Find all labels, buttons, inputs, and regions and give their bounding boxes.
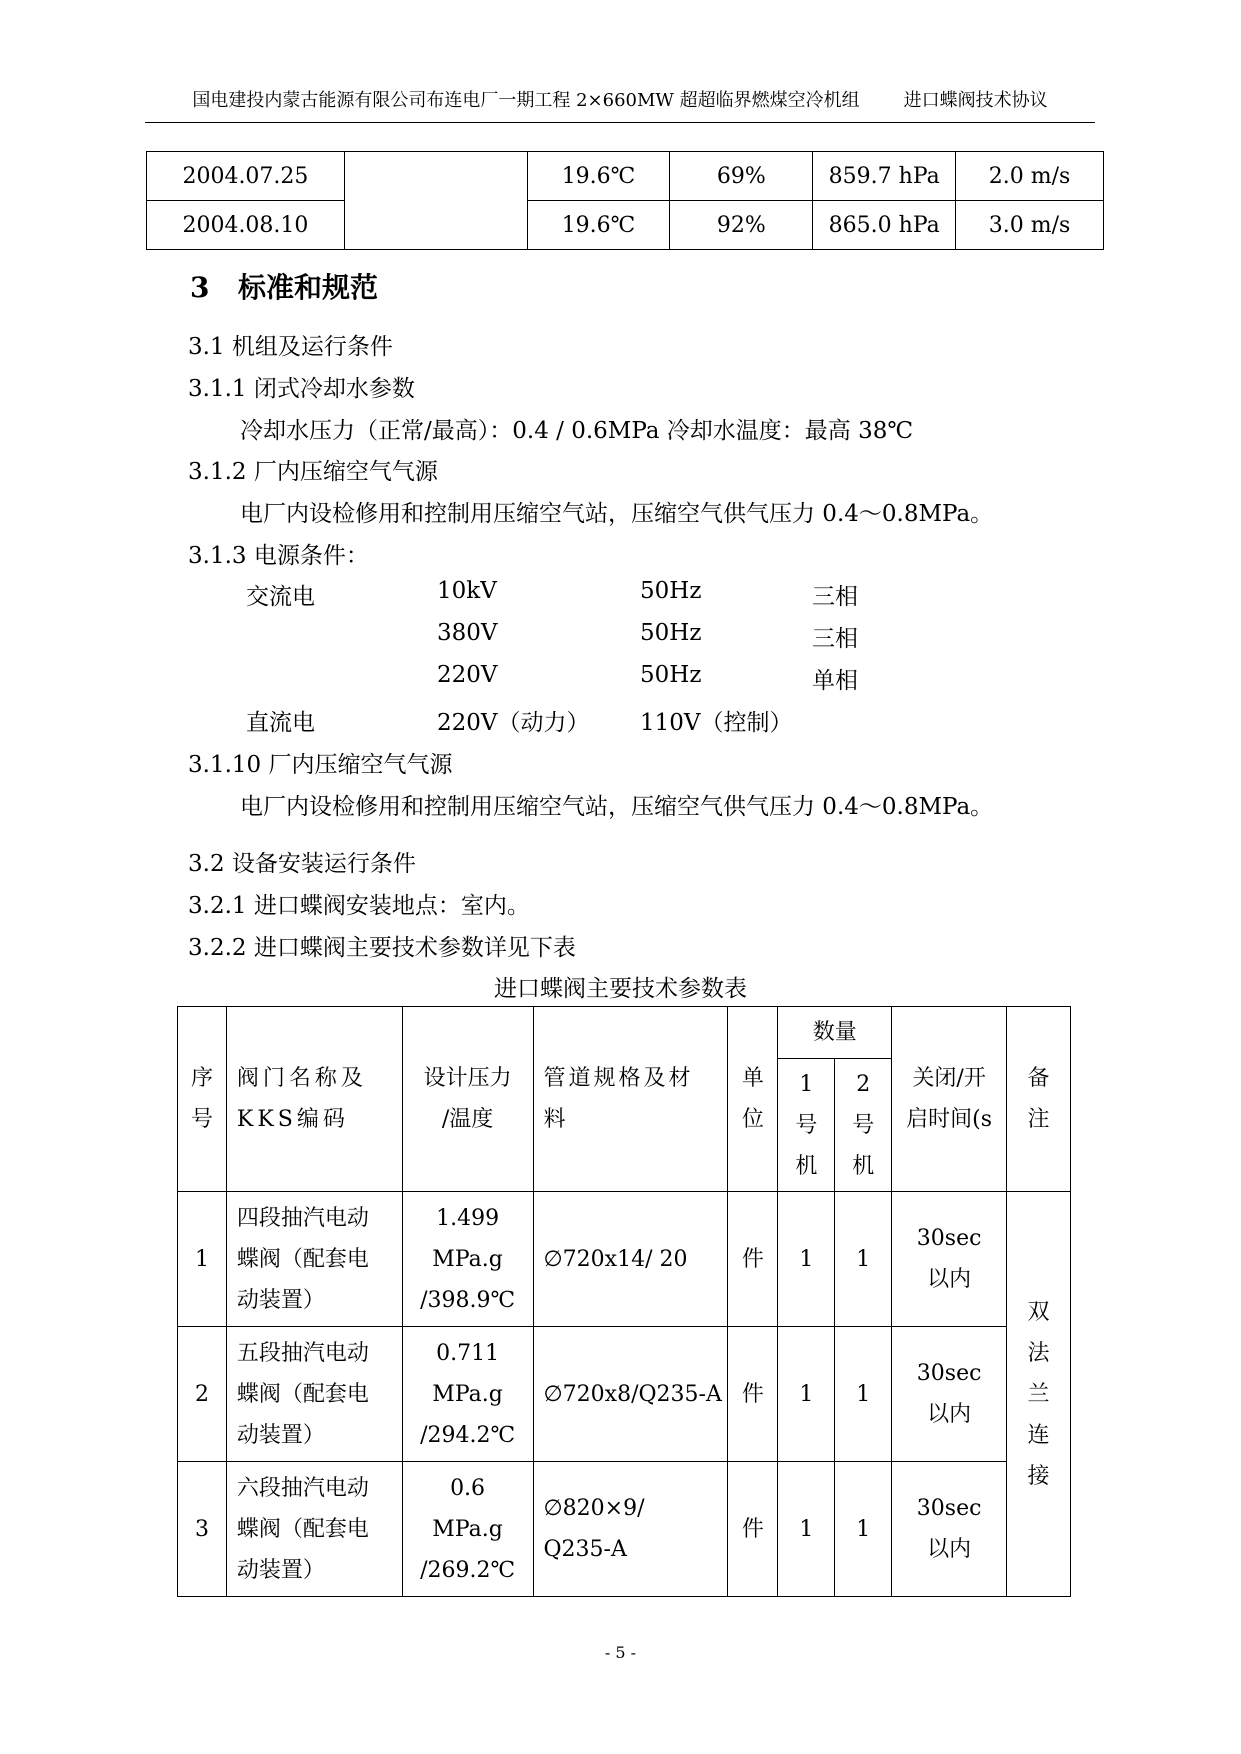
unit2-qty-cell: 1	[835, 1327, 892, 1462]
pressure-temp-cell: 0.6 MPa.g /269.2℃	[402, 1462, 533, 1597]
valve-params-table	[177, 1006, 1071, 1597]
section-heading	[190, 266, 378, 306]
table-row	[178, 1327, 1071, 1462]
time-cell: 30sec 以内	[892, 1327, 1007, 1462]
heading-3-2-2: 3.2.2 进口蝶阀主要技术参数详见下表	[188, 935, 576, 961]
power-voltage: 380V	[437, 620, 498, 646]
valve-name-cell: 四段抽汽电动 蝶阀（配套电 动装置）	[226, 1192, 402, 1327]
valve-name-cell: 六段抽汽电动 蝶阀（配套电 动装置）	[226, 1462, 402, 1597]
pressure-temp-cell: 1.499 MPa.g /398.9℃	[402, 1192, 533, 1327]
power-phase: 三相	[812, 626, 858, 652]
power-dc-label: 直流电	[246, 710, 315, 736]
col-seq-header: 序 号	[178, 1007, 227, 1192]
unit-cell: 件	[728, 1192, 778, 1327]
col-note-header: 备 注	[1007, 1007, 1071, 1192]
time-cell: 30sec 以内	[892, 1462, 1007, 1597]
section-number: 3	[190, 271, 210, 304]
blank-cell	[344, 152, 527, 250]
pipe-spec-cell: ∅820×9/ Q235-A	[533, 1462, 728, 1597]
page-header	[145, 86, 1095, 123]
header-doc-title: 进口蝶阀技术协议	[903, 90, 1048, 111]
compressed-air-text: 电厂内设检修用和控制用压缩空气站，压缩空气供气压力 0.4～0.8MPa。	[240, 501, 994, 527]
power-frequency: 50Hz	[640, 620, 702, 646]
col-unit2-header: 2 号 机	[835, 1059, 892, 1192]
page-number: - 5 -	[604, 1643, 637, 1662]
header-project: 国电建投内蒙古能源有限公司布连电厂一期工程 2×660MW 超超临界燃煤空冷机组	[192, 90, 860, 111]
humidity-cell: 92%	[670, 201, 813, 250]
compressed-air-text: 电厂内设检修用和控制用压缩空气站，压缩空气供气压力 0.4～0.8MPa。	[240, 794, 994, 820]
unit-cell: 件	[728, 1462, 778, 1597]
heading-3-2-1: 3.2.1 进口蝶阀安装地点：室内。	[188, 893, 530, 919]
heading-3-2: 3.2 设备安装运行条件	[188, 851, 416, 877]
col-pressure-header: 设计压力 /温度	[402, 1007, 533, 1192]
table-row	[147, 152, 1104, 201]
unit2-qty-cell: 1	[835, 1192, 892, 1327]
wind-cell: 3.0 m/s	[956, 201, 1104, 250]
unit1-qty-cell: 1	[778, 1462, 835, 1597]
temp-cell: 19.6℃	[527, 201, 670, 250]
table-header-row	[178, 1007, 1071, 1059]
heading-3-1-3: 3.1.3 电源条件：	[188, 543, 369, 569]
col-name-header: 阀门名称及 KKS编码	[226, 1007, 402, 1192]
unit-cell: 件	[728, 1327, 778, 1462]
unit2-qty-cell: 1	[835, 1462, 892, 1597]
section-title: 标准和规范	[238, 271, 379, 304]
note-cell: 双 法 兰 连 接	[1007, 1192, 1071, 1597]
heading-3-1: 3.1 机组及运行条件	[188, 334, 393, 360]
weather-table	[146, 151, 1104, 250]
table-caption: 进口蝶阀主要技术参数表	[494, 976, 747, 1002]
pipe-spec-cell: ∅720x14/ 20	[533, 1192, 728, 1327]
pressure-cell: 859.7 hPa	[813, 152, 956, 201]
col-time-header: 关闭/开 启时间(s	[892, 1007, 1007, 1192]
unit1-qty-cell: 1	[778, 1192, 835, 1327]
col-pipe-header: 管道规格及材 料	[533, 1007, 728, 1192]
col-qty-header: 数量	[778, 1007, 892, 1059]
heading-3-1-10: 3.1.10 厂内压缩空气气源	[188, 752, 453, 778]
valve-name-cell: 五段抽汽电动 蝶阀（配套电 动装置）	[226, 1327, 402, 1462]
temp-cell: 19.6℃	[527, 152, 670, 201]
table-row	[178, 1462, 1071, 1597]
heading-3-1-2: 3.1.2 厂内压缩空气气源	[188, 459, 438, 485]
seq-cell: 3	[178, 1462, 227, 1597]
power-frequency: 50Hz	[640, 578, 702, 604]
pressure-temp-cell: 0.711 MPa.g /294.2℃	[402, 1327, 533, 1462]
humidity-cell: 69%	[670, 152, 813, 201]
time-cell: 30sec 以内	[892, 1192, 1007, 1327]
power-frequency: 50Hz	[640, 662, 702, 688]
wind-cell: 2.0 m/s	[956, 152, 1104, 201]
pressure-cell: 865.0 hPa	[813, 201, 956, 250]
power-ac-label: 交流电	[246, 584, 315, 610]
heading-3-1-1: 3.1.1 闭式冷却水参数	[188, 376, 415, 402]
col-unit1-header: 1 号 机	[778, 1059, 835, 1192]
col-unit-header: 单 位	[728, 1007, 778, 1192]
table-row	[147, 201, 1104, 250]
power-phase: 三相	[812, 584, 858, 610]
power-voltage: 10kV	[437, 578, 497, 604]
date-cell: 2004.08.10	[147, 201, 345, 250]
table-row	[178, 1192, 1071, 1327]
power-voltage: 220V	[437, 662, 498, 688]
seq-cell: 2	[178, 1327, 227, 1462]
pipe-spec-cell: ∅720x8/Q235-A	[533, 1327, 728, 1462]
power-voltage: 220V（动力）	[437, 710, 590, 736]
seq-cell: 1	[178, 1192, 227, 1327]
date-cell: 2004.07.25	[147, 152, 345, 201]
cooling-water-params: 冷却水压力（正常/最高）：0.4 / 0.6MPa 冷却水温度：最高 38℃	[240, 418, 914, 444]
power-voltage-control: 110V（控制）	[640, 710, 793, 736]
power-phase: 单相	[812, 668, 858, 694]
unit1-qty-cell: 1	[778, 1327, 835, 1462]
